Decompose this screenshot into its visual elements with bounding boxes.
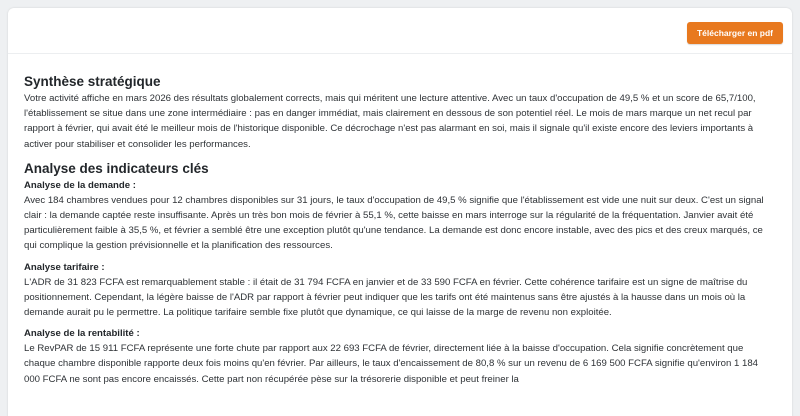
synthese-title: Synthèse stratégique <box>24 74 161 89</box>
demande-section <box>24 178 776 254</box>
synthese-text: Votre activité affiche en mars 2026 des résultats globalement corrects, mais qui méritent une lecture attentive. Avec un taux d'occupation de 49,5 % et un score de 65,7/100, l'établissement se situe dans une zone intermédiaire : pas en danger immédiat, mais clairement en dessous de son potentiel réel. Le mois de mars marque un net recul par rapport à février, qui avait été le meilleur mois de l'historique disponible. Ce décrochage n'est pas alarmant en soi, mais il signale qu'il existe encore des leviers importants à activer pour stabiliser et consolider les performances. <box>24 93 756 150</box>
report-content <box>8 54 792 387</box>
rentabilite-heading: Analyse de la rentabilité : <box>24 328 140 340</box>
rentabilite-section <box>24 326 776 387</box>
rentabilite-text: Le RevPAR de 15 911 FCFA représente une forte chute par rapport aux 22 693 FCFA de février, directement liée à la baisse d'occupation. Cela signifie concrètement que chaque chambre disponible rapporte deux fois moins qu'en février. Par ailleurs, le taux d'encaissement de 80,8 % sur un revenu de 6 169 500 FCFA signifie qu'environ 1 184 000 FCFA ne sont pas encore encaissés. Cette part non récupérée pèse sur la trésorerie disponible et peut freiner la <box>24 343 758 385</box>
tarifaire-section <box>24 260 776 321</box>
report-card <box>8 8 792 416</box>
analyse-title: Analyse des indicateurs clés <box>24 160 209 176</box>
download-pdf-button[interactable]: Télécharger en pdf <box>687 22 783 44</box>
tarifaire-heading: Analyse tarifaire : <box>24 261 105 273</box>
tarifaire-text: L'ADR de 31 823 FCFA est remarquablement stable : il était de 31 794 FCFA en janvier et de 33 590 FCFA en février. Cette cohérence tarifaire est un signe de maîtrise du positionnement. Cependant, la légère baisse de l'ADR par rapport à février peut indiquer que les tarifs ont été maintenus sans être ajustés à la hausse dans un mois où la demande aurait pu le permettre. La politique tarifaire semble fixe plutôt que dynamique, ce qui laisse de la marge de revenu non exploitée. <box>24 276 748 319</box>
demande-heading: Analyse de la demande : <box>24 179 136 191</box>
report-toolbar <box>8 8 792 54</box>
demande-text: Avec 184 chambres vendues pour 12 chambres disponibles sur 31 jours, le taux d'occupation de 49,5 % signifie que l'établissement est vide une nuit sur deux. C'est un signal clair : la demande captée reste insuffisante. Après un très bon mois de février à 55,1 %, cette baisse en mars interroge sur la régularité de la fréquentation. Janvier avait été particulièrement faible à 35,5 %, et février a semblé être une exception plutôt qu'une tendance. La demande est donc encore instable, avec des pics et des creux marqués, ce qui complique la gestion prévisionnelle et la planification des ressources. <box>24 194 764 252</box>
